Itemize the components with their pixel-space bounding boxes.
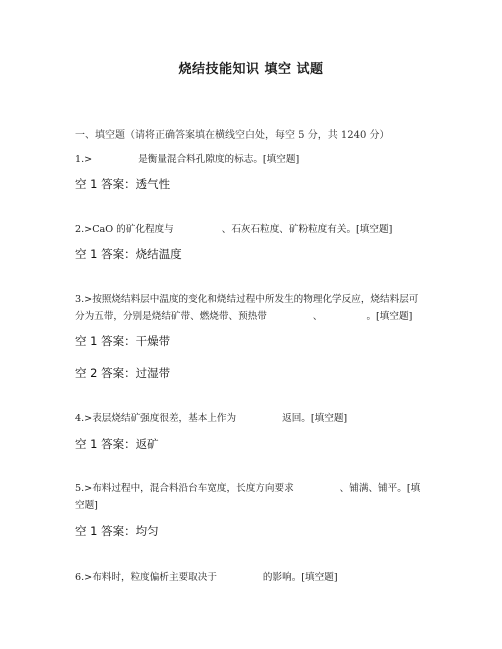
page-title: 烧结技能知识 填空 试题 (178, 62, 324, 77)
question-number: 1.> (75, 154, 93, 165)
question-number: 4.> (75, 413, 93, 424)
question-text: 是衡量混合料孔隙度的标志。[填空题] (138, 154, 300, 165)
question-number: 2.> (75, 224, 93, 235)
answer-line: 空 1 答案：返矿 (75, 437, 159, 451)
answer-line: 空 1 答案：烧结温度 (75, 247, 182, 261)
question-text: 、石灰石粒度、矿粉粒度有关。[填空题] (221, 224, 393, 235)
question-5 (75, 480, 435, 514)
question-4 (75, 410, 435, 427)
section-header: 一、填空题（请将正确答案填在横线空白处，每空 5 分，共 1240 分） (75, 130, 390, 141)
question-text: 、 (312, 311, 323, 322)
question-line (75, 308, 435, 325)
question-text: 分为五带，分别是烧结矿带、燃烧带、预热带 (75, 311, 267, 322)
question-text: 空题] (75, 500, 98, 511)
question-1 (75, 151, 435, 168)
answer-line: 空 1 答案：干燥带 (75, 334, 171, 348)
answer-line: 空 1 答案：透气性 (75, 177, 171, 191)
question-2 (75, 221, 435, 238)
answer-line: 空 2 答案：过湿带 (75, 366, 171, 380)
question-3 (75, 291, 435, 325)
question-text: 。[填空题] (366, 311, 413, 322)
question-number: 6.> (75, 572, 93, 583)
question-text: 按照烧结料层中温度的变化和烧结过程中所发生的物理化学反应，烧结料层可 (92, 294, 419, 305)
question-line (75, 291, 435, 308)
question-text: 返回。[填空题] (282, 413, 348, 424)
question-6 (75, 569, 435, 586)
question-text: 布料过程中，混合料沿台车宽度，长度方向要求 (92, 483, 294, 494)
question-text: CaO 的矿化程度与 (92, 224, 174, 235)
question-text: 的影响。[填空题] (262, 572, 338, 583)
question-text: 布料时，粒度偏析主要取决于 (92, 572, 217, 583)
question-line (75, 497, 435, 514)
question-number: 5.> (75, 483, 93, 494)
answer-line: 空 1 答案：均匀 (75, 524, 159, 538)
question-line (75, 480, 435, 497)
question-text: 表层烧结矿强度很差，基本上作为 (92, 413, 237, 424)
question-number: 3.> (75, 294, 93, 305)
question-text: 、铺满、铺平。[填 (339, 483, 421, 494)
